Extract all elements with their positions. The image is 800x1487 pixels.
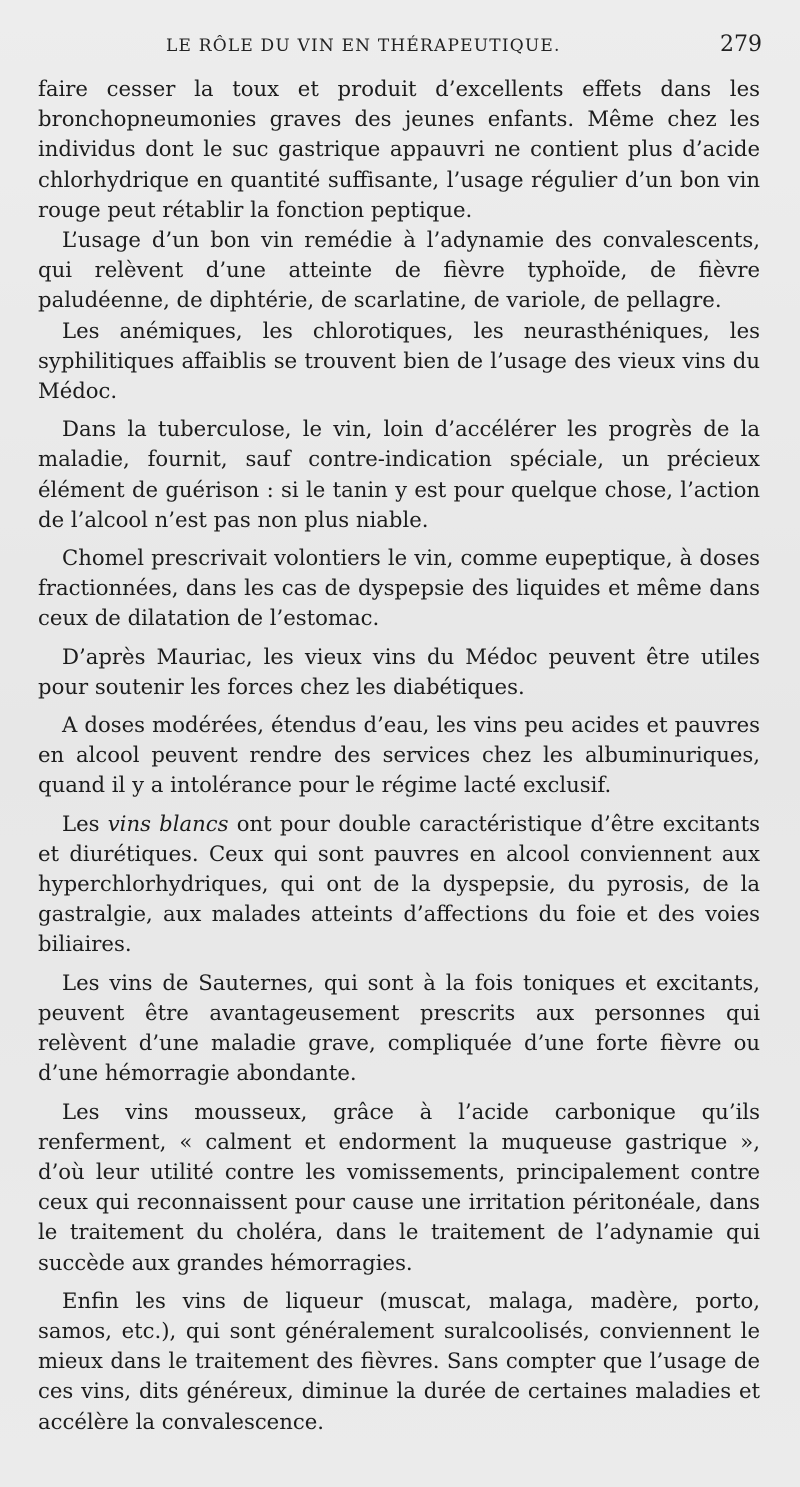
vins-blancs-italic: vins blancs [107, 810, 229, 836]
paragraph-sauternes: Les vins de Sauternes, qui sont à la fois toniques et excitants, peuvent être avantageusement prescrits aux personnes qui relèvent d’une maladie grave, compliquée d’une forte fièvre ou d’une hémorragie abondante. [38, 969, 760, 1086]
paragraph-vins-blancs [38, 809, 760, 960]
vins-blancs-text: ont pour double caractéristique d’être excitants et diurétiques. Ceux qui sont pauvres en alcool conviennent aux hyperchlorhydriques, qui ont de la dyspepsie, du pyrosis, de la gastralgie, aux malades atteints d’affections du foie et des voies biliaires. [38, 810, 760, 957]
paragraph-vins-mousseux: Les vins mousseux, grâce à l’acide carbonique qu’ils renferment, « calment et endorment la muqueuse gastrique », d’où leur utilité contre les vomissements, principalement contre ceux qui reconnaissent pour cause une irritation péritonéale, dans le traitement du choléra, dans le traitement de l’adynamie qui succède aux grandes hémorragies. [38, 1098, 760, 1275]
paragraph-mauriac: D’après Mauriac, les vieux vins du Médoc peuvent être utiles pour soutenir les forces chez les diabétiques. [38, 643, 760, 699]
page-number: 279 [720, 32, 762, 57]
paragraph-chomel: Chomel prescrivait volontiers le vin, comme eupeptique, à doses fractionnées, dans les cas de dyspepsie des liquides et même dans ceux de dilatation de l’estomac. [38, 545, 760, 631]
paragraph-tuberculose: Dans la tuberculose, le vin, loin d’accélérer les progrès de la maladie, fournit, sauf contre-indication spéciale, un précieux élément de guérison : si le tanin y est pour quelque chose, l’action de l’alcool n’est pas non plus niable. [38, 416, 760, 532]
running-head [38, 32, 762, 64]
paragraph-continuation: faire cesser la toux et produit d’excellents effets dans les bronchopneumonies graves des jeunes enfants. Même chez les individus dont le suc gastrique appauvri ne contient plus d’acide chlorhydrique en quantité suffisante, l’usage régulier d’un bon vin rouge peut rétablir la fonction peptique. [38, 76, 760, 222]
paragraph-adynamie: L’usage d’un bon vin remédie à l’adynamie des convalescents, qui relèvent d’une atteinte de fièvre typhoïde, de fièvre paludéenne, de diphtérie, de scarlatine, de variole, de pellagre. [38, 227, 760, 313]
body-text [38, 74, 760, 1437]
paragraph-albuminuriques-text: A doses modérées, étendus d’eau, les vins peu acides et pauvres en alcool peuvent rendre des services chez les albuminuriques, quand il y a intolérance pour le régime lacté exclusif. [38, 712, 760, 798]
running-title: LE RÔLE DU VIN EN THÉRAPEUTIQUE. [166, 36, 561, 56]
paragraph-albuminuriques [38, 710, 760, 801]
vins-blancs-lead: Les [62, 810, 108, 836]
paragraph-anemiques: Les anémiques, les chlorotiques, les neurasthéniques, les syphilitiques affaiblis se trouvent bien de l’usage des vieux vins du Médoc. [38, 317, 760, 404]
paragraph-vins-liqueur: Enfin les vins de liqueur (muscat, malaga, madère, porto, samos, etc.), qui sont généralement suralcoolisés, conviennent le mieux dans le traitement des fièvres. Sans compter que l’usage de ces vins, dits généreux, diminue la durée de certaines maladies et accélère la convalescence. [38, 1287, 760, 1434]
